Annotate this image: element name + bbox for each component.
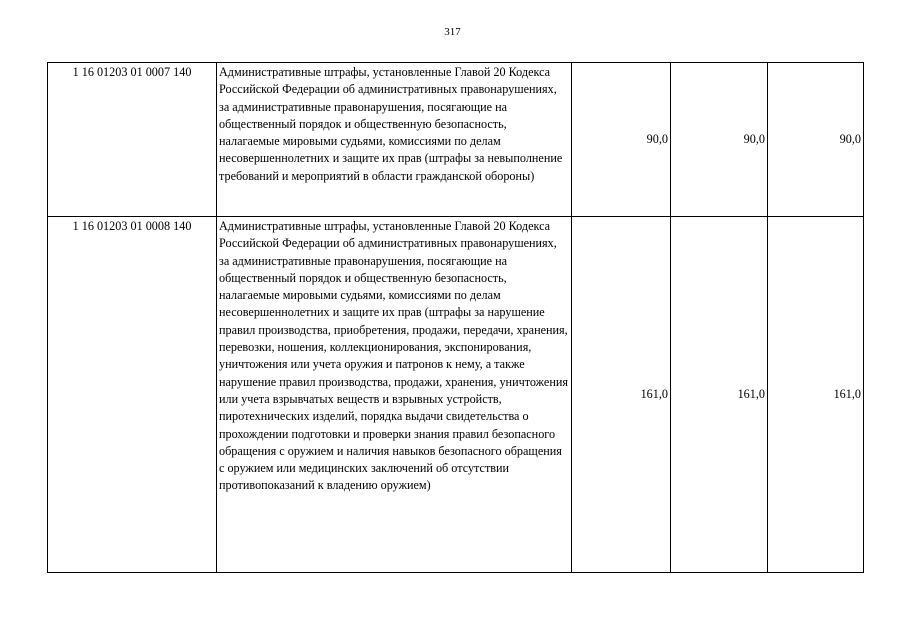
budget-code-cell: 1 16 01203 01 0007 140 <box>48 63 217 217</box>
description-cell: Административные штрафы, установленные Главой 20 Кодекса Российской Федерации об административных правонарушениях, за административные правонарушения, посягающие на общественный порядок и общественную безопасность, налагаемые мировыми судьями, комиссиями по делам несовершеннолетних и защите их прав (штрафы за нарушение правил производства, приобретения, продажи, передачи, хранения, перевозки, ношения, коллекционирования, экспонирования, уничтожения или учета оружия и патронов к нему, а также нарушение правил производства, продажи, хранения, уничтожения или учета взрывчатых веществ и взрывных устройств, пиротехнических изделий, порядка выдачи свидетельства о прохождении подготовки и проверки знания правил безопасного обращения с оружием и наличия навыков безопасного обращения с оружием или медицинских заключений об отсутствии противопоказаний к владению оружием) <box>217 217 572 573</box>
budget-code-cell: 1 16 01203 01 0008 140 <box>48 217 217 573</box>
value-cell-year-1: 90,0 <box>572 63 671 217</box>
value-cell-year-2: 90,0 <box>671 63 768 217</box>
page-number: 317 <box>444 26 461 38</box>
value-cell-year-3: 161,0 <box>768 217 864 573</box>
table-row <box>48 63 864 217</box>
value-cell-year-3: 90,0 <box>768 63 864 217</box>
value-cell-year-1: 161,0 <box>572 217 671 573</box>
budget-table <box>47 62 864 573</box>
value-cell-year-2: 161,0 <box>671 217 768 573</box>
description-cell: Административные штрафы, установленные Главой 20 Кодекса Российской Федерации об административных правонарушениях, за административные правонарушения, посягающие на общественный порядок и общественную безопасность, налагаемые мировыми судьями, комиссиями по делам несовершеннолетних и защите их прав (штрафы за невыполнение требований и мероприятий в области гражданской обороны) <box>217 63 572 217</box>
table-row <box>48 217 864 573</box>
